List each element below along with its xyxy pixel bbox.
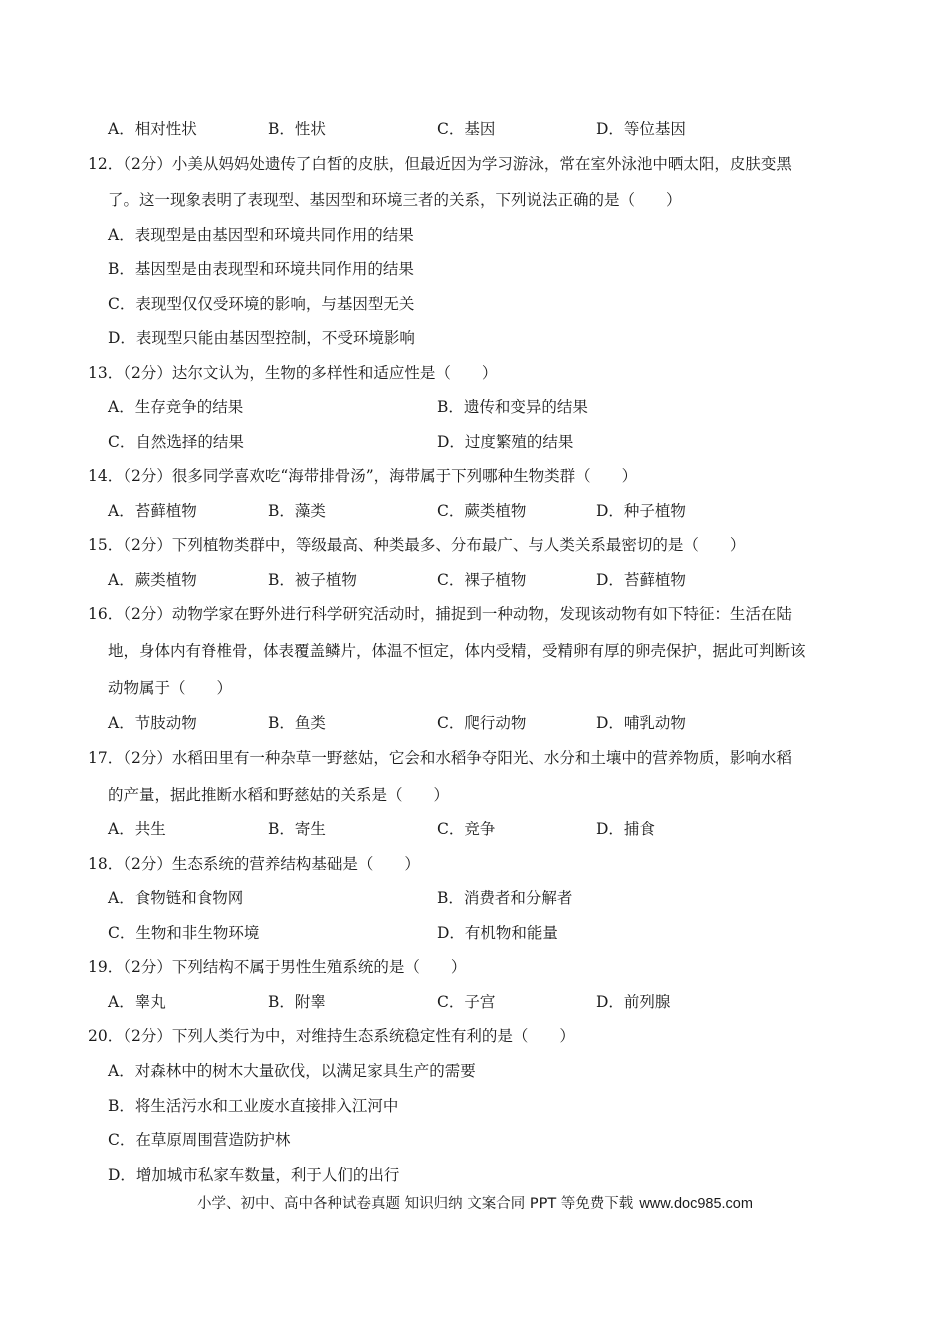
option-b: B．藻类	[268, 502, 326, 520]
question-17: 17．（2分）水稻田里有一种杂草一野慈姑，它会和水稻争夺阳光、水分和土壤中的营养物质，影响水稻	[88, 749, 792, 767]
footer-url[interactable]: www.doc985.com	[639, 1196, 753, 1212]
option-d: D．苔藓植物	[596, 571, 686, 589]
question-15: 15．（2分）下列植物类群中，等级最高、种类最多、分布最广、与人类关系最密切的是（ ）	[88, 536, 746, 554]
option-b: B．被子植物	[268, 571, 357, 589]
option-a: A．共生	[108, 820, 166, 838]
page-footer	[0, 1192, 950, 1213]
option-d: D．哺乳动物	[596, 714, 686, 732]
question-18: 18．（2分）生态系统的营养结构基础是（ ）	[88, 855, 420, 873]
footer-text: 小学、初中、高中各种试卷真题 知识归纳 文案合同 PPT 等免费下载	[197, 1196, 634, 1212]
option-a: A．睾丸	[108, 993, 166, 1011]
option-b: B．附睾	[268, 993, 326, 1011]
option-a: A．对森林中的树木大量砍伐，以满足家具生产的需要	[108, 1062, 476, 1080]
option-c: C．蕨类植物	[437, 502, 527, 520]
option-d: D．有机物和能量	[437, 924, 558, 942]
question-19: 19．（2分）下列结构不属于男性生殖系统的是（ ）	[88, 958, 467, 976]
option-d: D．等位基因	[596, 120, 686, 138]
option-a: A．食物链和食物网	[108, 889, 244, 907]
option-c: C．竞争	[437, 820, 496, 838]
question-12-continued: 了。这一现象表明了表现型、基因型和环境三者的关系，下列说法正确的是（ ）	[108, 191, 682, 209]
option-a: A．蕨类植物	[108, 571, 197, 589]
option-c: C．裸子植物	[437, 571, 527, 589]
option-a: A．表现型是由基因型和环境共同作用的结果	[108, 226, 414, 244]
question-16: 16．（2分）动物学家在野外进行科学研究活动时，捕捉到一种动物，发现该动物有如下特征：生活在陆	[88, 605, 792, 623]
option-b: B．性状	[268, 120, 326, 138]
option-d: D．增加城市私家车数量，利于人们的出行	[108, 1166, 400, 1184]
option-a: A．苔藓植物	[108, 502, 197, 520]
option-c: C．爬行动物	[437, 714, 527, 732]
option-a: A．相对性状	[108, 120, 197, 138]
option-d: D．表现型只能由基因型控制，不受环境影响	[108, 329, 415, 347]
option-d: D．过度繁殖的结果	[437, 433, 574, 451]
question-14: 14．（2分）很多同学喜欢吃“海带排骨汤”，海带属于下列哪种生物类群（ ）	[88, 467, 638, 485]
option-a: A．生存竞争的结果	[108, 398, 244, 416]
option-c: C．表现型仅仅受环境的影响，与基因型无关	[108, 295, 415, 313]
option-d: D．种子植物	[596, 502, 686, 520]
option-c: C．在草原周围营造防护林	[108, 1131, 291, 1149]
option-c: C．基因	[437, 120, 496, 138]
option-b: B．寄生	[268, 820, 326, 838]
option-d: D．前列腺	[596, 993, 671, 1011]
option-b: B．消费者和分解者	[437, 889, 573, 907]
option-d: D．捕食	[596, 820, 655, 838]
question-16-continued: 动物属于（ ）	[108, 679, 233, 697]
question-17-continued: 的产量，据此推断水稻和野慈姑的关系是（ ）	[108, 786, 450, 804]
option-a: A．节肢动物	[108, 714, 197, 732]
option-b: B．遗传和变异的结果	[437, 398, 588, 416]
question-13: 13．（2分）达尔文认为，生物的多样性和适应性是（ ）	[88, 364, 498, 382]
option-b: B．基因型是由表现型和环境共同作用的结果	[108, 260, 414, 278]
option-b: B．鱼类	[268, 714, 326, 732]
question-16-continued: 地，身体内有脊椎骨，体表覆盖鳞片，体温不恒定，体内受精，受精卵有厚的卵壳保护，据此可判断该	[108, 642, 806, 660]
option-c: C．自然选择的结果	[108, 433, 244, 451]
question-20: 20．（2分）下列人类行为中，对维持生态系统稳定性有利的是（ ）	[88, 1027, 575, 1045]
question-12: 12．（2分）小美从妈妈处遗传了白皙的皮肤，但最近因为学习游泳，常在室外泳池中晒太阳，皮肤变黑	[88, 155, 792, 173]
option-c: C．子宫	[437, 993, 496, 1011]
option-c: C．生物和非生物环境	[108, 924, 260, 942]
option-b: B．将生活污水和工业废水直接排入江河中	[108, 1097, 399, 1115]
